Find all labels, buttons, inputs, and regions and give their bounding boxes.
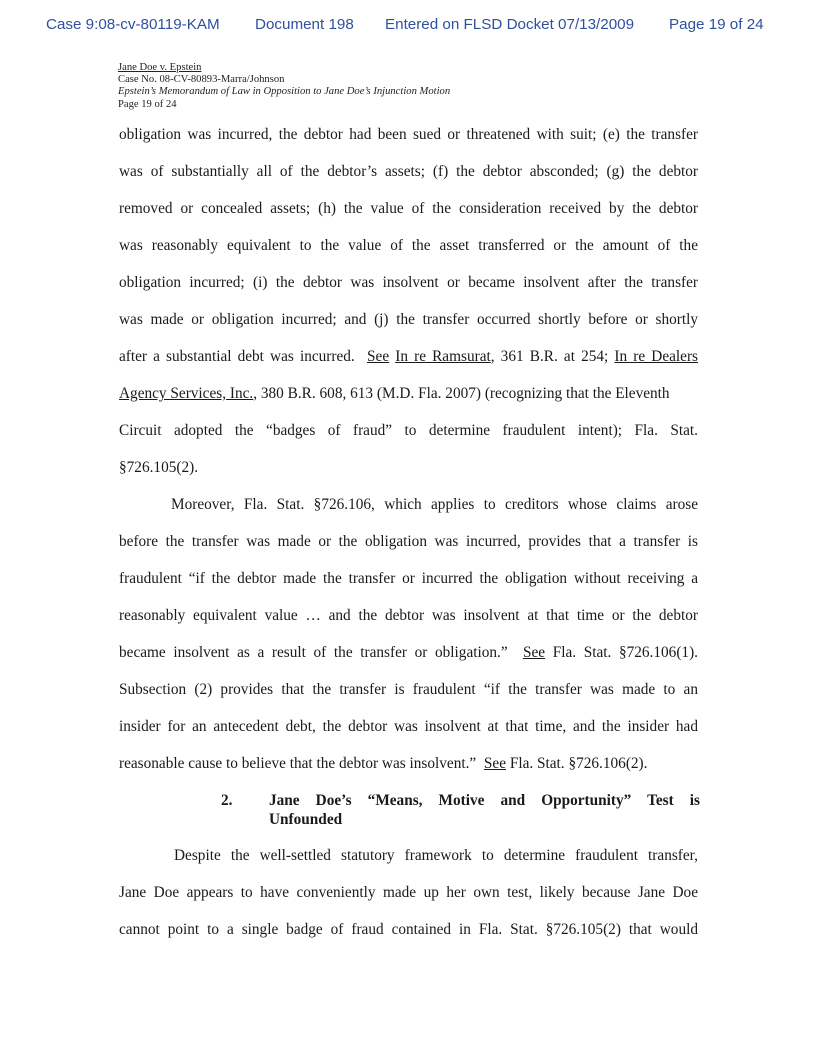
see-signal: See (367, 348, 390, 365)
heading-number: 2. (221, 792, 233, 809)
body-line: Jane Doe appears to have conveniently made up her own test, likely because Jane Doe (119, 884, 698, 901)
stamp-page-number: Page 19 of 24 (669, 16, 764, 33)
body-line (119, 755, 647, 773)
body-text: Fla. Stat. §726.106(2). (509, 755, 648, 772)
body-line: was made or obligation incurred; and (j) the transfer occurred shortly before or shortly (119, 311, 698, 328)
case-citation-ramsurat: In re Ramsurat (395, 348, 491, 365)
running-header (118, 62, 450, 111)
body-line: cannot point to a single badge of fraud contained in Fla. Stat. §726.105(2) that would (119, 921, 698, 938)
body-text: reasonable cause to believe that the debtor was insolvent.” (119, 755, 477, 772)
case-citation-dealers: In re Dealers (614, 348, 698, 365)
body-line: was of substantially all of the debtor’s assets; (f) the debtor absconded; (g) the debtor (119, 163, 698, 180)
body-line (119, 348, 698, 366)
body-line: insider for an antecedent debt, the debtor was insolvent at that time, and the insider had (119, 718, 698, 735)
body-text: Fla. Stat. §726.106(1). (552, 644, 698, 661)
stamp-document-number: Document 198 (255, 16, 354, 33)
stamp-docket-entry: Entered on FLSD Docket 07/13/2009 (385, 16, 635, 33)
body-line: fraudulent “if the debtor made the transfer or incurred the obligation without receiving a (119, 570, 698, 587)
body-line (119, 385, 670, 403)
body-line: removed or concealed assets; (h) the value of the consideration received by the debtor (119, 200, 698, 217)
heading-title: Jane Doe’s “Means, Motive and Opportunity” Test is (269, 792, 700, 809)
body-line: obligation incurred; (i) the debtor was insolvent or became insolvent after the transfer (119, 274, 698, 291)
case-citation-agency: Agency Services, Inc. (119, 385, 254, 402)
header-case-number: Case No. 08-CV-80893-Marra/Johnson (118, 74, 285, 86)
body-text: , 380 B.R. 608, 613 (M.D. Fla. 2007) (recognizing that the Eleventh (253, 385, 670, 402)
see-signal: See (483, 755, 506, 772)
body-text: , 361 B.R. at 254; (490, 348, 609, 365)
body-line: §726.105(2). (119, 459, 199, 476)
body-line (119, 644, 698, 662)
header-memo-title: Epstein’s Memorandum of Law in Opposition to Jane Doe’s Injunction Motion (118, 86, 451, 98)
header-page-number: Page 19 of 24 (118, 98, 177, 110)
body-line: Despite the well-settled statutory framework to determine fraudulent transfer, (174, 847, 698, 864)
stamp-case-number: Case 9:08-cv-80119-KAM (46, 16, 220, 33)
body-line: obligation was incurred, the debtor had been sued or threatened with suit; (e) the transfer (119, 126, 698, 143)
body-text: after a substantial debt was incurred. (119, 348, 355, 365)
body-text: became insolvent as a result of the transfer or obligation.” (119, 644, 508, 661)
heading-title-continued: Unfounded (269, 811, 343, 828)
body-line: Subsection (2) provides that the transfer is fraudulent “if the transfer was made to an (119, 681, 698, 698)
body-line: was reasonably equivalent to the value of the asset transferred or the amount of the (119, 237, 698, 254)
body-line: before the transfer was made or the obligation was incurred, provides that a transfer is (119, 533, 698, 550)
body-line: Circuit adopted the “badges of fraud” to determine fraudulent intent); Fla. Stat. (119, 422, 698, 439)
body-line: reasonably equivalent value … and the debtor was insolvent at that time or the debtor (119, 607, 698, 624)
see-signal: See (522, 644, 546, 661)
header-caption: Jane Doe v. Epstein (118, 62, 202, 73)
body-line: Moreover, Fla. Stat. §726.106, which applies to creditors whose claims arose (171, 496, 698, 513)
